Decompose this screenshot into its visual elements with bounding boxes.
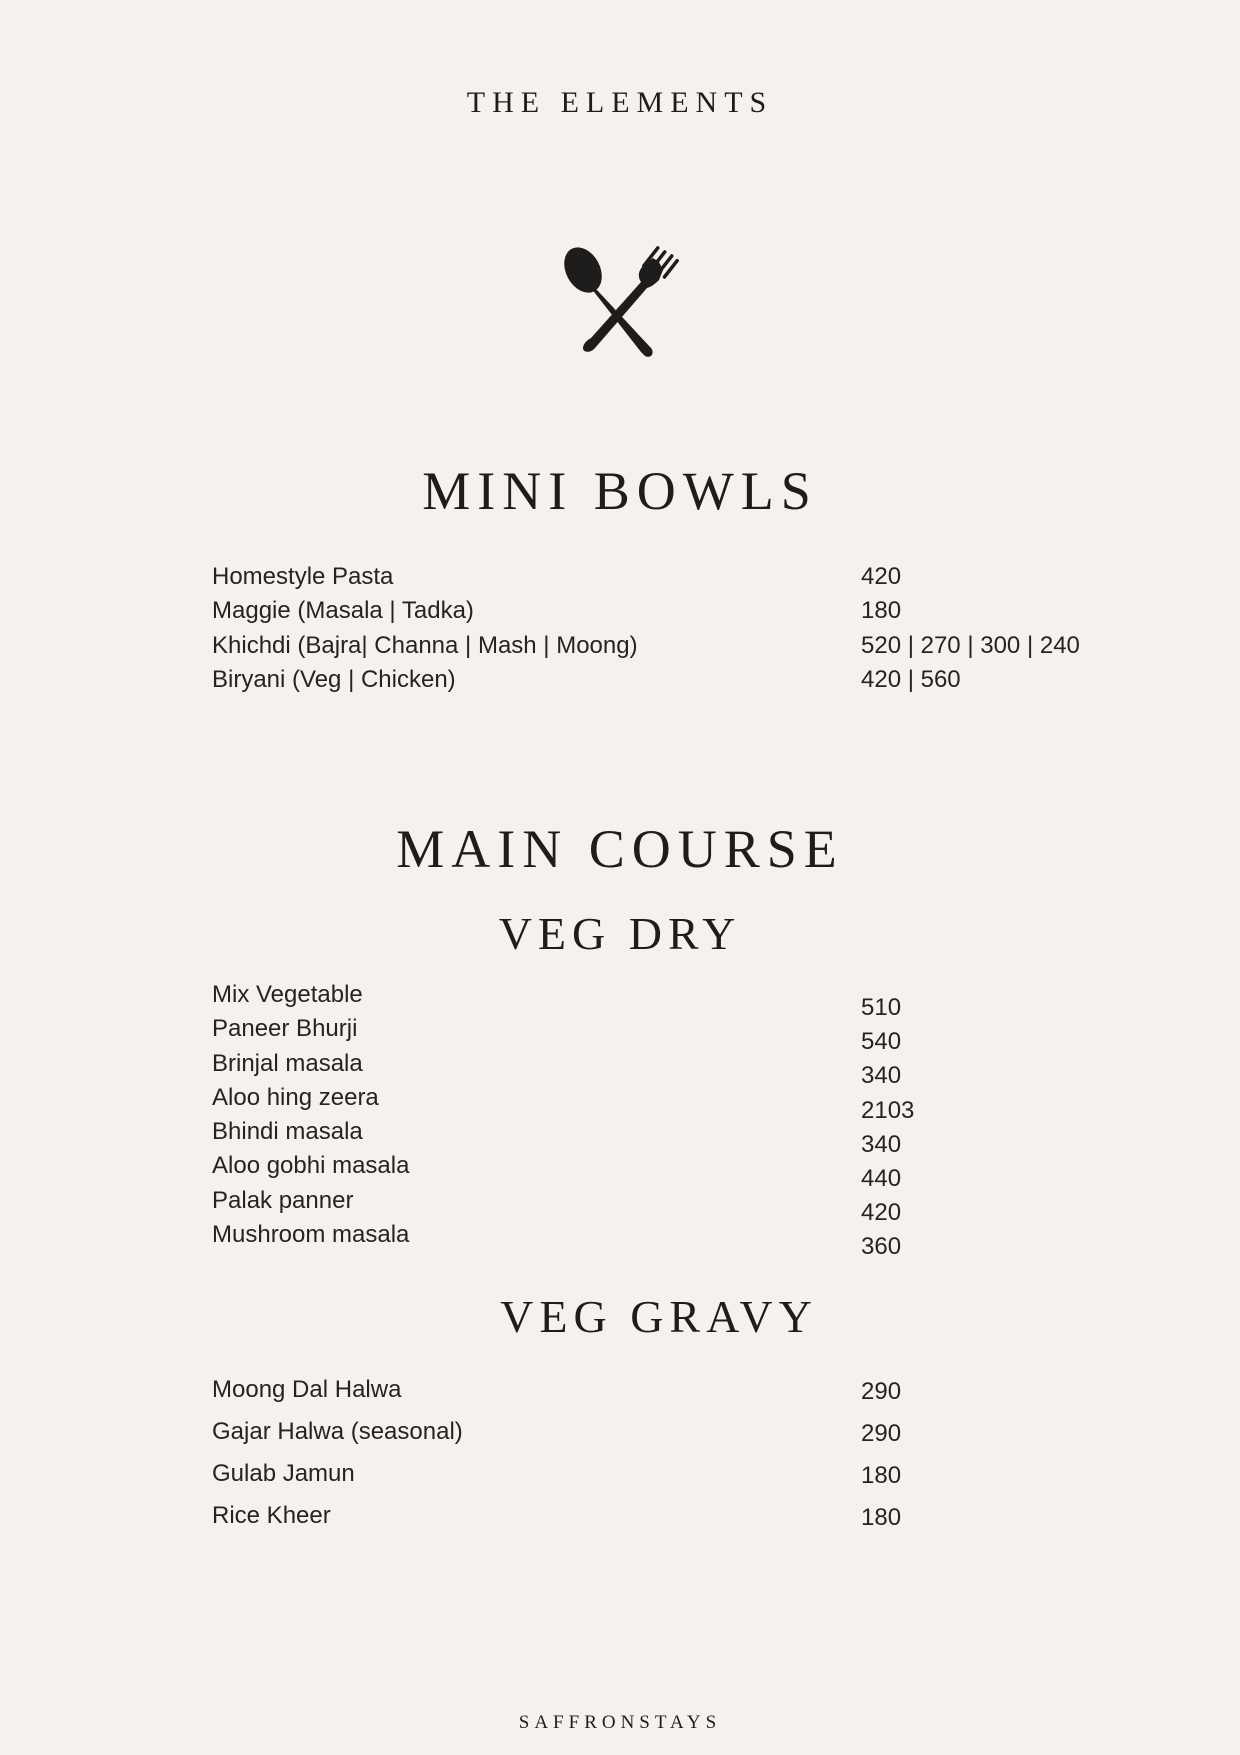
menu-item-name: Aloo gobhi masala <box>212 1152 410 1180</box>
subsection-title-veg-dry: VEG DRY <box>498 908 742 959</box>
mini-bowls-prices <box>861 560 1080 697</box>
menu-item-price: 540 <box>861 1028 902 1056</box>
menu-item-price: 2103 <box>861 1096 915 1124</box>
menu-item-name: Khichdi (Bajra| Channa | Mash | Moong) <box>212 631 638 659</box>
restaurant-name: THE ELEMENTS <box>466 86 774 119</box>
menu-item-name: Bhindi masala <box>212 1118 363 1146</box>
menu-item-name: Mushroom masala <box>212 1221 410 1249</box>
veg-dry-prices <box>861 991 914 1265</box>
menu-item-name: Aloo hing zeera <box>212 1083 379 1111</box>
veg-gravy-prices <box>861 1371 901 1539</box>
menu-item-name: Mix Vegetable <box>212 981 363 1008</box>
menu-item-name: Palak panner <box>212 1186 354 1214</box>
menu-item-name: Moong Dal Halwa <box>212 1376 402 1403</box>
menu-item-name: Maggie (Masala | Tadka) <box>212 597 474 625</box>
menu-item-price: 420 | 560 <box>861 665 961 693</box>
menu-item-name: Rice Kheer <box>212 1502 331 1529</box>
mini-bowls-names <box>212 560 638 697</box>
menu-item-price: 180 <box>861 597 902 625</box>
menu-item-price: 340 <box>861 1130 902 1158</box>
menu-item-name: Biryani (Veg | Chicken) <box>212 665 456 693</box>
veg-gravy-names <box>212 1369 463 1537</box>
menu-item-price: 290 <box>861 1378 902 1405</box>
menu-item-price: 290 <box>861 1420 902 1447</box>
menu-item-price: 520 | 270 | 300 | 240 <box>861 631 1080 659</box>
menu-item-price: 510 <box>861 994 902 1021</box>
menu-item-price: 180 <box>861 1504 902 1531</box>
menu-item-name: Brinjal masala <box>212 1049 363 1077</box>
menu-item-name: Paneer Bhurji <box>212 1015 358 1043</box>
menu-item-name: Gajar Halwa (seasonal) <box>212 1418 463 1445</box>
section-title-mini-bowls: MINI BOWLS <box>422 461 818 521</box>
menu-item-price: 360 <box>861 1233 902 1261</box>
menu-item-price: 440 <box>861 1165 902 1193</box>
menu-item-name: Gulab Jamun <box>212 1460 355 1487</box>
footer-brand: SAFFRONSTAYS <box>518 1712 722 1733</box>
menu-item-price: 180 <box>861 1462 902 1489</box>
spoon-fork-icon <box>555 240 685 365</box>
menu-item-price: 340 <box>861 1062 902 1090</box>
menu-item-price: 420 <box>861 1199 902 1227</box>
menu-item-price: 420 <box>861 563 902 590</box>
menu-item-name: Homestyle Pasta <box>212 563 394 590</box>
subsection-title-veg-gravy: VEG GRAVY <box>500 1291 818 1342</box>
veg-dry-names <box>212 978 409 1252</box>
section-title-main-course: MAIN COURSE <box>396 819 844 879</box>
